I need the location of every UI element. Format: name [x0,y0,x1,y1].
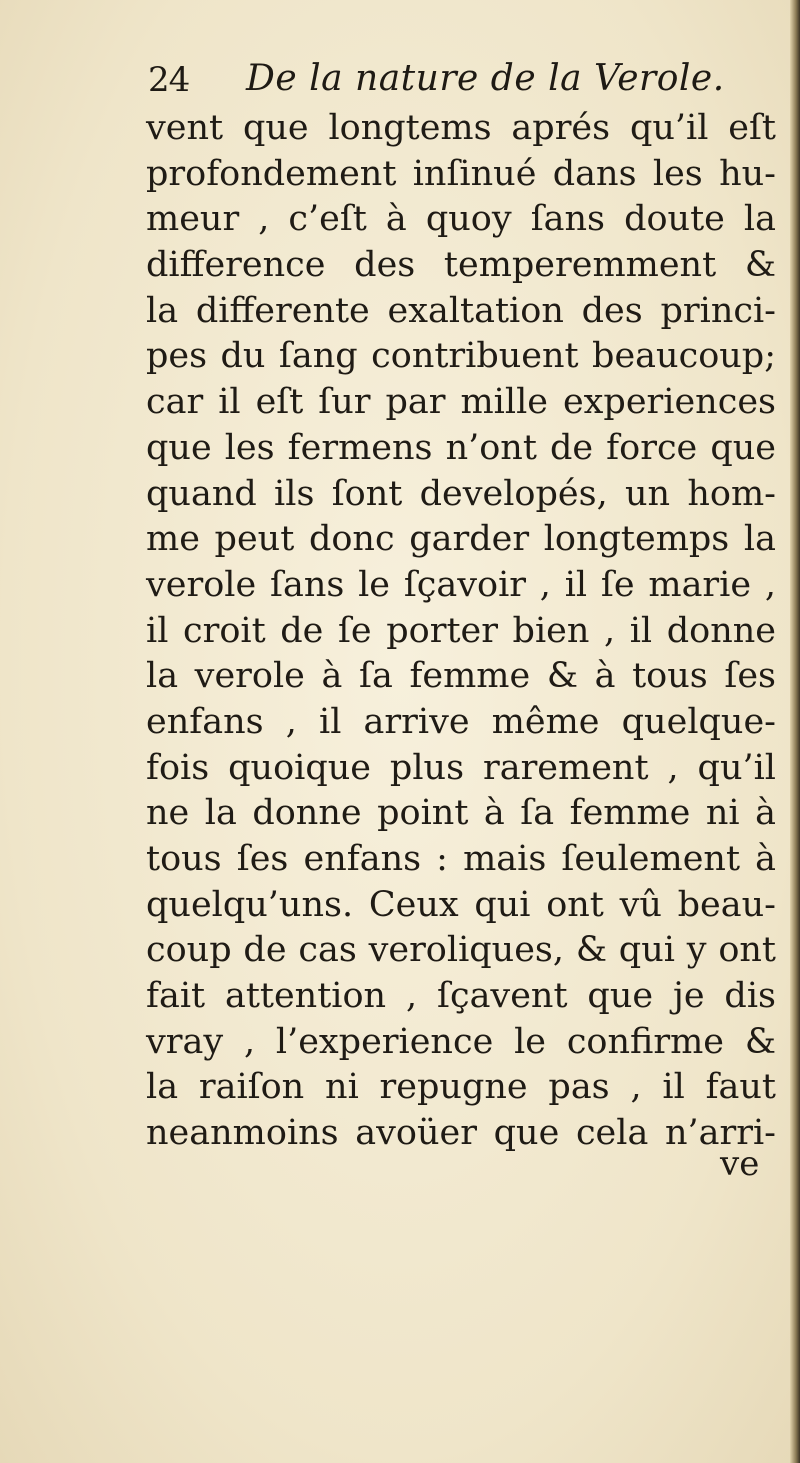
text-line: me peut donc garder longtemps la [146,519,776,560]
page-edge-shadow [790,0,800,1463]
text-line: coup de cas veroliques, & qui y ont [146,930,776,971]
text-line: il croit de ſe porter bien , il donne [146,610,776,651]
text-line: neanmoins avoüer que cela n’arri- [146,1113,776,1154]
page-header [148,52,768,108]
page-number: 24 [148,60,190,100]
text-line: profondement inſinué dans les hu- [146,153,776,194]
text-line: quelqu’uns. Ceux qui ont vû beau- [146,884,776,925]
text-line: verole ſans le ſçavoir , il ſe marie , [146,564,776,605]
text-line: fois quoique plus rarement , qu’il [146,747,776,788]
text-line: tous ſes enfans : mais ſeulement à [146,839,776,879]
text-line: la raiſon ni repugne pas , il faut [146,1067,776,1108]
text-line: que les fermens n’ont de force que [146,427,776,468]
text-line: quand ils ſont develop​és, un hom- [146,473,776,514]
running-head: De la nature de la Verole. [246,58,725,99]
text-line: vray , l’experience le confirme & [146,1021,776,1062]
text-line: la verole à ſa femme & à tous ſes [146,656,776,697]
text-line: ne la donne point à ſa femme ni à [146,793,776,834]
body-text [146,106,776,1157]
text-line: fait attention , ſçavent que je dis [146,976,776,1017]
catchword: ve [720,1144,760,1184]
text-line: car il eſt ſur par mille experiences [146,382,776,423]
text-line: la differente exaltation des princi- [146,290,776,331]
text-line: difference des temperemment & [146,245,776,286]
text-line: vent que longtems aprés qu’il eſt [146,108,776,148]
text-line: enfans , il arrive même quelque- [146,701,776,742]
text-line: pes du ſang contribuent beaucoup; [146,336,776,377]
text-line: meur , c’eſt à quoy ſans doute la [146,199,776,240]
